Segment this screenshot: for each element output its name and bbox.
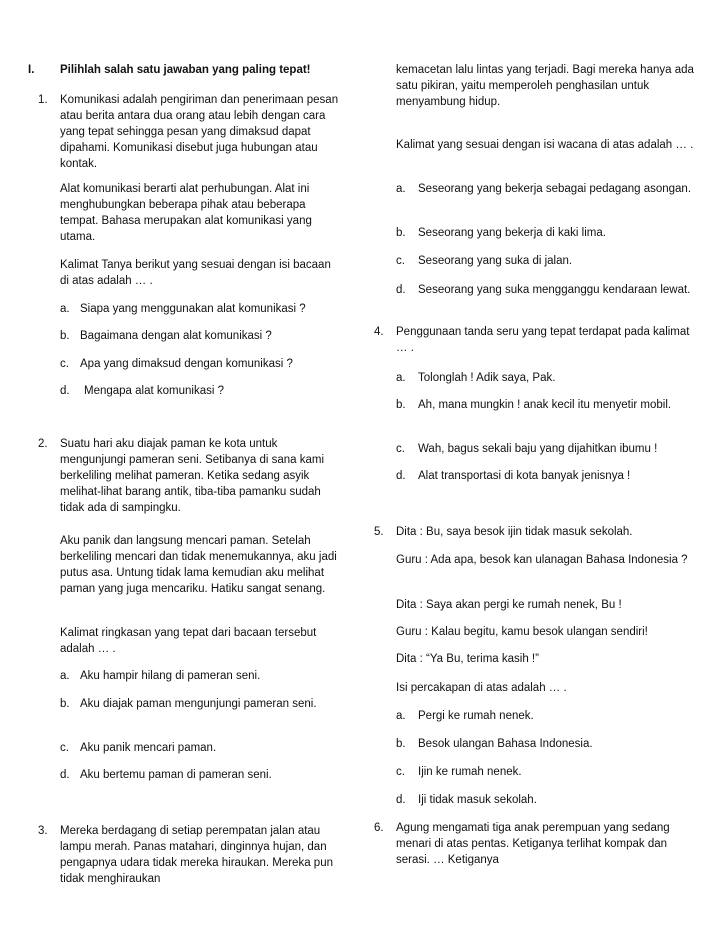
q3-option-b-letter: b. (396, 227, 406, 239)
q5-dialog-line-2: Guru : Ada apa, besok kan ulanagan Bahasa Indonesia ? (396, 554, 688, 566)
q2-passage-2: Aku panik dan langsung mencari paman. Setelah berkeliling mencari dan tidak menemukannya, aku jadi putus asa. Untung tidak lama kemudian aku melihat paman yang juga mencariku. Hatiku sangat senang. (60, 535, 337, 595)
q1-option-a-letter: a. (60, 303, 70, 315)
q3-option-a[interactable]: Seseorang yang bekerja sebagai pedagang asongan. (418, 183, 692, 195)
q4-option-b[interactable]: Ah, mana mungkin ! anak kecil itu menyetir mobil. (418, 399, 672, 411)
question-number-2: 2. (38, 438, 48, 450)
q3-option-a-letter: a. (396, 183, 406, 195)
q3-option-b[interactable]: Seseorang yang bekerja di kaki lima. (418, 227, 606, 239)
q3-option-c[interactable]: Seseorang yang suka di jalan. (418, 255, 573, 267)
q1-passage-1: Komunikasi adalah pengiriman dan penerimaan pesan atau berita antara dua orang atau lebih dengan cara yang tepat sehingga pesan yang dimaksud dapat dipahami. Komunikasi disebut juga hubungan atau kontak. (60, 94, 339, 170)
q5-option-a[interactable]: Pergi ke rumah nenek. (418, 710, 534, 722)
q6-passage: Agung mengamati tiga anak perempuan yang sedang menari di atas pentas. Ketiganya terlihat kompak dan serasi. … Ketiganya (396, 822, 670, 866)
q4-option-b-letter: b. (396, 399, 406, 411)
q4-option-a[interactable]: Tolonglah ! Adik saya, Pak. (418, 372, 556, 384)
q4-option-c-letter: c. (396, 443, 405, 455)
q1-option-a[interactable]: Siapa yang menggunakan alat komunikasi ? (80, 303, 306, 315)
q5-prompt: Isi percakapan di atas adalah … . (396, 682, 567, 694)
q4-option-c[interactable]: Wah, bagus sekali baju yang dijahitkan ibumu ! (418, 443, 658, 455)
q1-option-b-letter: b. (60, 330, 70, 342)
q2-prompt: Kalimat ringkasan yang tepat dari bacaan tersebut adalah … . (60, 627, 317, 655)
q3-passage-start: Mereka berdagang di setiap perempatan jalan atau lampu merah. Panas matahari, dinginnya hujan, dan pengapnya udara tidak mereka hiraukan. Mereka pun tidak menghiraukan (60, 825, 333, 885)
q5-option-b[interactable]: Besok ulangan Bahasa Indonesia. (418, 738, 593, 750)
q3-option-d-letter: d. (396, 284, 406, 296)
section-heading: Pilihlah salah satu jawaban yang paling tepat! (60, 64, 311, 76)
q5-option-a-letter: a. (396, 710, 406, 722)
question-number-3: 3. (38, 825, 48, 837)
q3-passage-end: kemacetan lalu lintas yang terjadi. Bagi mereka hanya ada satu pikiran, yaitu memperoleh penghasilan untuk menyambung hidup. (396, 64, 694, 108)
q2-option-c-letter: c. (60, 742, 69, 754)
q2-option-b[interactable]: Aku diajak paman mengunjungi pameran seni. (80, 698, 317, 710)
q2-option-a[interactable]: Aku hampir hilang di pameran seni. (80, 670, 261, 682)
q5-dialog-line-5: Dita : “Ya Bu, terima kasih !” (396, 653, 539, 665)
section-roman-numeral: I. (28, 64, 35, 76)
q2-option-d[interactable]: Aku bertemu paman di pameran seni. (80, 769, 272, 781)
q5-option-b-letter: b. (396, 738, 406, 750)
q5-dialog-line-1: Dita : Bu, saya besok ijin tidak masuk sekolah. (396, 526, 633, 538)
q3-option-c-letter: c. (396, 255, 405, 267)
q5-dialog-line-3: Dita : Saya akan pergi ke rumah nenek, Bu ! (396, 599, 622, 611)
q2-passage-1: Suatu hari aku diajak paman ke kota untuk mengunjungi pameran seni. Setibanya di sana kami berkeliling melihat pameran. Ketika sedang asyik melihat-lihat barang antik, tiba-tiba pamanku sudah tidak ada di sampingku. (60, 438, 325, 514)
q4-option-d-letter: d. (396, 470, 406, 482)
q2-option-c[interactable]: Aku panik mencari paman. (80, 742, 217, 754)
q1-prompt: Kalimat Tanya berikut yang sesuai dengan isi bacaan di atas adalah … . (60, 259, 331, 287)
q1-option-b[interactable]: Bagaimana dengan alat komunikasi ? (80, 330, 272, 342)
q1-option-c-letter: c. (60, 358, 69, 370)
q1-passage-2: Alat komunikasi berarti alat perhubungan. Alat ini menghubungkan beberapa pihak atau beberapa tempat. Bahasa merupakan alat komunikasi yang utama. (60, 183, 312, 243)
q2-option-b-letter: b. (60, 698, 70, 710)
q5-option-c-letter: c. (396, 766, 405, 778)
question-number-6: 6. (374, 822, 384, 834)
q5-dialog-line-4: Guru : Kalau begitu, kamu besok ulangan sendiri! (396, 626, 648, 638)
question-number-1: 1. (38, 94, 48, 106)
q3-prompt: Kalimat yang sesuai dengan isi wacana di atas adalah … . (396, 139, 694, 151)
q5-option-d-letter: d. (396, 794, 406, 806)
q1-option-d[interactable]: Mengapa alat komunikasi ? (84, 385, 224, 397)
question-number-4: 4. (374, 326, 384, 338)
q4-prompt: Penggunaan tanda seru yang tepat terdapat pada kalimat … . (396, 326, 690, 354)
q3-option-d[interactable]: Seseorang yang suka mengganggu kendaraan lewat. (418, 284, 691, 296)
q1-option-d-letter: d. (60, 385, 70, 397)
q2-option-a-letter: a. (60, 670, 70, 682)
question-number-5: 5. (374, 526, 384, 538)
q5-option-d[interactable]: Iji tidak masuk sekolah. (418, 794, 537, 806)
q4-option-a-letter: a. (396, 372, 406, 384)
q1-option-c[interactable]: Apa yang dimaksud dengan komunikasi ? (80, 358, 293, 370)
q5-option-c[interactable]: Ijin ke rumah nenek. (418, 766, 522, 778)
q4-option-d[interactable]: Alat transportasi di kota banyak jenisnya ! (418, 470, 631, 482)
q2-option-d-letter: d. (60, 769, 70, 781)
